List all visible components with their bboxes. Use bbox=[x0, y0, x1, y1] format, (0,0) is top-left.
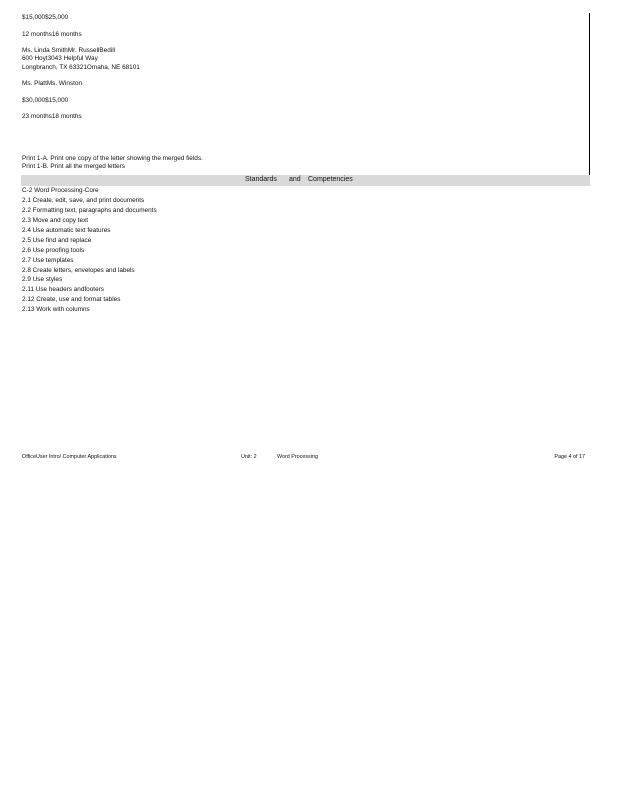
footer-unit-label: Unit: 2 bbox=[241, 454, 257, 460]
banner-word-and: and bbox=[289, 176, 301, 183]
standard-item: 2.3 Move and copy text bbox=[22, 217, 89, 224]
duration-line-2: 23 months18 months bbox=[22, 113, 82, 120]
standard-item: 2.8 Create letters, envelopes and labels bbox=[22, 267, 135, 274]
standard-item: 2.5 Use find and replace bbox=[22, 237, 92, 244]
standard-item: 2.1 Create, edit, save, and print documents bbox=[22, 197, 145, 204]
standard-item: 2.12 Create, use and format tables bbox=[22, 296, 121, 303]
address-street: 600 Hoyt3043 Helpful Way bbox=[22, 55, 98, 62]
standard-item: 2.11 Use headers andfooters bbox=[22, 286, 104, 293]
standards-banner bbox=[21, 175, 590, 186]
banner-word-standards: Standards bbox=[245, 176, 277, 183]
standard-item: 2.6 Use proofing tools bbox=[22, 247, 85, 254]
standard-item: C-2 Word Processing-Core bbox=[22, 187, 99, 194]
print-instruction-1b: Print 1-B. Print all the merged letters bbox=[22, 163, 126, 170]
greeting-names: Ms. PlattMs. Winston bbox=[22, 80, 83, 87]
footer-course: OfficeUser Intro/ Computer Applications bbox=[22, 454, 117, 460]
standard-item: 2.2 Formatting text, paragraphs and documents bbox=[22, 207, 157, 214]
footer-page-number: Page 4 of 17 bbox=[554, 454, 585, 460]
salary-line-2: $30,000$15,000 bbox=[22, 97, 69, 104]
salary-line-1: $15,000$25,000 bbox=[22, 14, 69, 21]
right-border-line bbox=[589, 13, 590, 186]
duration-line-1: 12 months16 months bbox=[22, 31, 82, 38]
standard-item: 2.7 Use templates bbox=[22, 257, 74, 264]
footer-unit-title: Word Processing bbox=[277, 454, 318, 460]
address-city: Longbranch, TX 63321Omaha, NE 68101 bbox=[22, 64, 140, 71]
address-names: Ms. Linda SmithMr. RussellBedill bbox=[22, 47, 116, 54]
standard-item: 2.4 Use automatic text features bbox=[22, 227, 111, 234]
standard-item: 2.9 Use styles bbox=[22, 276, 63, 283]
banner-word-competencies: Competencies bbox=[308, 176, 353, 183]
standard-item: 2.13 Work with columns bbox=[22, 306, 90, 313]
print-instruction-1a: Print 1-A. Print one copy of the letter showing the merged fields. bbox=[22, 155, 203, 162]
